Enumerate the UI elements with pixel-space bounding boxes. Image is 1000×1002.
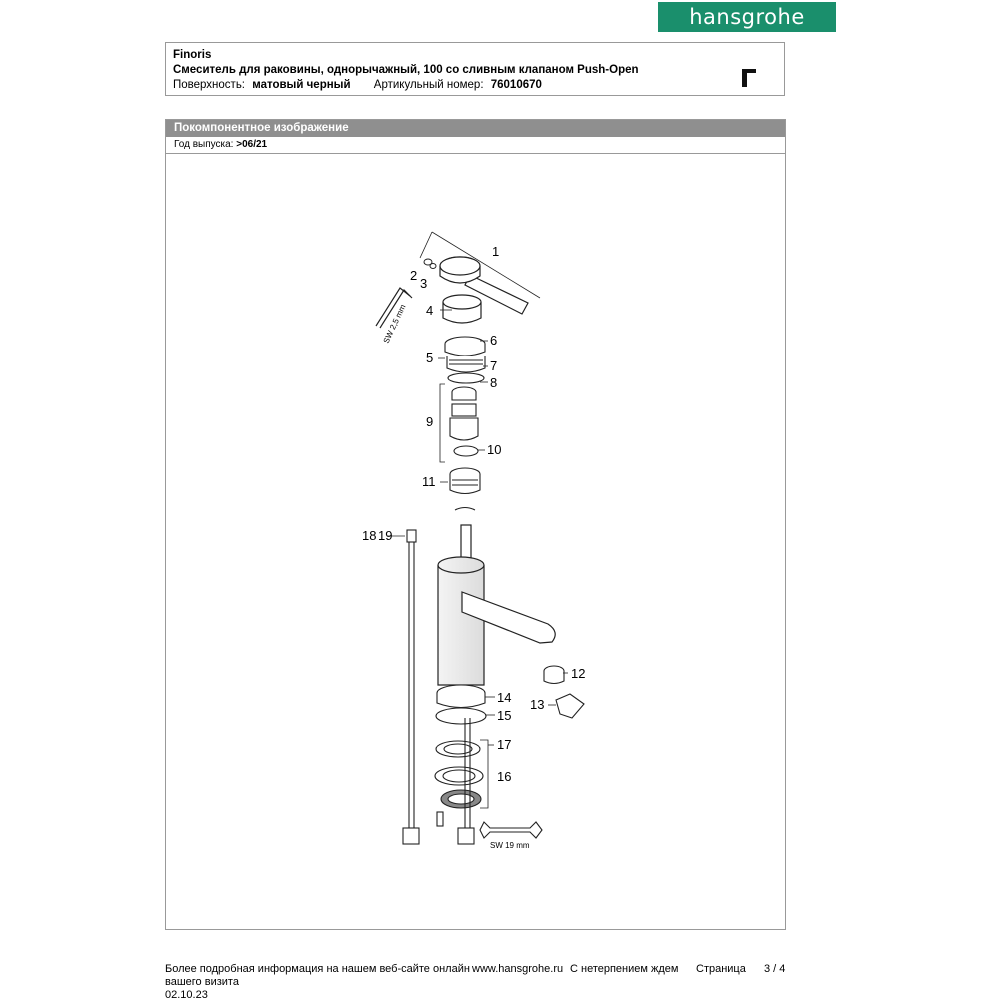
- part-screw: [424, 259, 436, 269]
- callout-13: 13: [530, 697, 545, 712]
- hex-key-size-label: SW 2,5 mm: [381, 303, 408, 345]
- footer-date: 02.10.23: [165, 989, 208, 1001]
- footer-farewell-1: С нетерпением ждем: [570, 963, 679, 975]
- part-cap: [443, 295, 481, 323]
- brand-logo: hansgrohe: [658, 2, 836, 32]
- product-series: Finoris: [173, 49, 212, 61]
- callout-17: 17: [497, 737, 512, 752]
- callout-9: 9: [426, 414, 434, 429]
- callout-5: 5: [426, 350, 434, 365]
- callout-4: 4: [426, 303, 434, 318]
- callout-10: 10: [487, 442, 502, 457]
- part-cartridge: [450, 387, 478, 456]
- part-connection-hose: [403, 530, 419, 844]
- callout-16: 16: [497, 769, 512, 784]
- callout-6: 6: [490, 333, 498, 348]
- wrench-size-label: SW 19 mm: [490, 841, 530, 850]
- callout-7: 7: [490, 358, 498, 373]
- callout-14: 14: [497, 690, 512, 705]
- callout-8: 8: [490, 375, 498, 390]
- callout-2: 2: [410, 268, 418, 283]
- footer-page-label: Страница: [696, 963, 746, 975]
- callout-labels: [362, 244, 585, 850]
- article-label: Артикульный номер:: [373, 79, 484, 91]
- footer-website-link[interactable]: www.hansgrohe.ru: [472, 963, 564, 975]
- callout-1: 1: [492, 244, 500, 259]
- callout-11: 11: [422, 474, 436, 489]
- part-threaded-ring: [445, 337, 485, 383]
- footer-info-text: Более подробная информация на нашем веб-сайте онлайн: [165, 963, 470, 975]
- footer-page-number: 3 / 4: [764, 963, 786, 975]
- product-title: Смеситель для раковины, однорычажный, 100 со сливным клапаном Push-Open: [173, 64, 639, 76]
- callout-19: 19: [378, 528, 393, 543]
- part-mounting-set: [435, 685, 486, 844]
- wrench-tool: [480, 822, 542, 838]
- year-label: Год выпуска:: [174, 139, 234, 150]
- page-footer: [165, 963, 805, 1002]
- callout-18: 18: [362, 528, 377, 543]
- part-push-open-insert: [450, 468, 480, 510]
- footer-farewell-2: вашего визита: [165, 976, 239, 988]
- surface-label: Поверхность:: [173, 79, 246, 91]
- article-value: 76010670: [490, 79, 542, 91]
- callout-12: 12: [571, 666, 586, 681]
- surface-value: матовый черный: [252, 79, 351, 91]
- part-faucet-body: [438, 525, 555, 685]
- callout-15: 15: [497, 708, 512, 723]
- year-value: >06/21: [236, 139, 268, 150]
- callout-3: 3: [420, 276, 428, 291]
- section-title: Покомпонентное изображение: [166, 120, 785, 137]
